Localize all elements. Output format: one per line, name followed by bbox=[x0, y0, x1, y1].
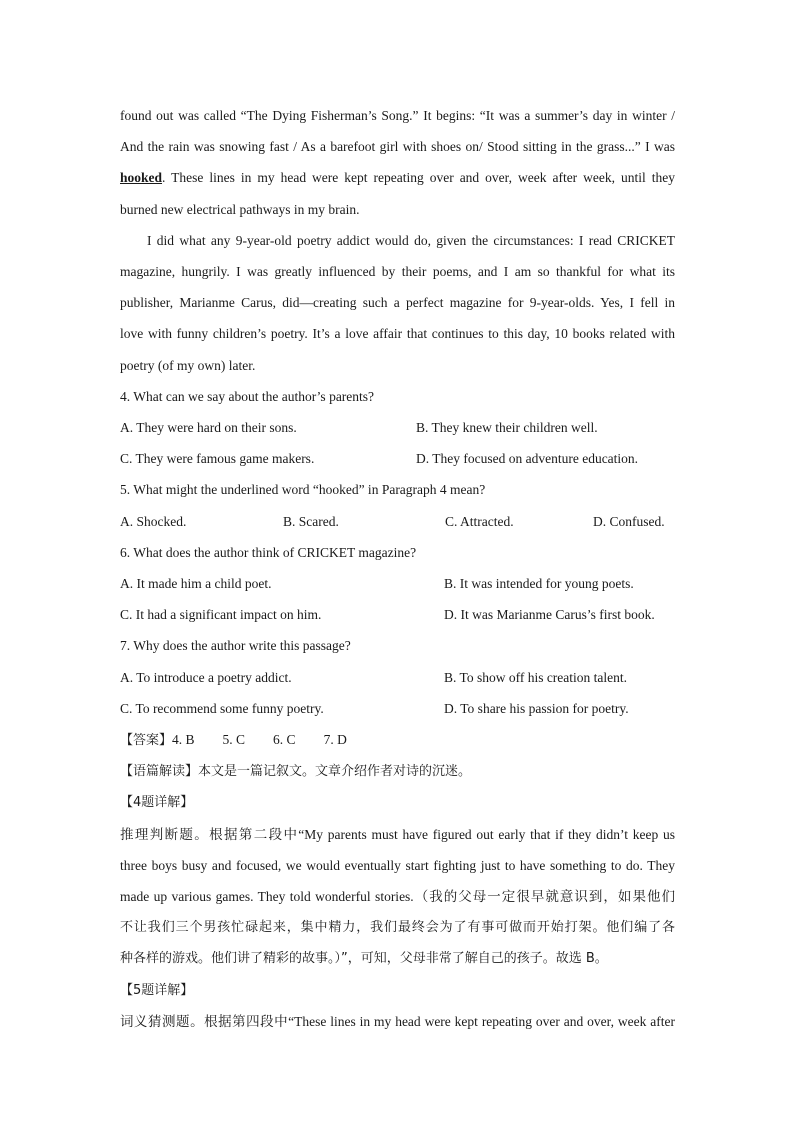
option: D. It was Marianme Carus’s first book. bbox=[444, 607, 655, 623]
option: C. To recommend some funny poetry. bbox=[120, 700, 324, 716]
passage-line: burned new electrical pathways in my brain. bbox=[120, 201, 360, 217]
option: D. To share his passion for poetry. bbox=[444, 700, 629, 716]
document-page bbox=[120, 100, 675, 1037]
option-row bbox=[120, 662, 675, 693]
analysis-line: 种各样的游戏。他们讲了精彩的故事。）”，可知，父母非常了解自己的孩子。故选 B。 bbox=[120, 951, 608, 967]
option: B. It was intended for young poets. bbox=[444, 576, 634, 592]
option-row bbox=[120, 506, 675, 537]
passage-line: love with funny children’s poetry. It’s a love affair that continues to this day, 10 books related with bbox=[120, 326, 675, 342]
answer-label: 【答案】 bbox=[120, 733, 173, 749]
analysis-heading: 【4题详解】 bbox=[120, 795, 194, 811]
analysis-line: 不让我们三个男孩忙碌起来，集中精力，我们最终会为了有事可做而开始打架。他们编了各 bbox=[120, 920, 675, 936]
question-stem: 7. Why does the author write this passage? bbox=[120, 638, 351, 654]
analysis-heading: 【5题详解】 bbox=[120, 982, 194, 998]
option: B. To show off his creation talent. bbox=[444, 669, 628, 685]
analysis-line: three boys busy and focused, we would eventually start fighting just to have something to do. They bbox=[120, 857, 675, 873]
option-row bbox=[120, 412, 675, 443]
option-row bbox=[120, 443, 675, 474]
option: D. Confused. bbox=[593, 513, 665, 529]
answer-key bbox=[120, 724, 675, 756]
question-stem: 6. What does the author think of CRICKET magazine? bbox=[120, 544, 417, 560]
passage-text: . These lines in my head were kept repeating over and over, week after week, until they bbox=[162, 170, 675, 186]
option-row bbox=[120, 568, 675, 599]
option: C. It had a significant impact on him. bbox=[120, 607, 322, 623]
passage-line: I did what any 9-year-old poetry addict would do, given the circumstances: I read CRICKET bbox=[147, 232, 675, 248]
option: C. Attracted. bbox=[445, 513, 514, 529]
question-stem: 4. What can we say about the author’s parents? bbox=[120, 388, 375, 404]
answer-item: 6. C bbox=[273, 732, 296, 748]
analysis-line: 词义猜测题。根据第四段中“These lines in my head were kept repeating over and over, week after bbox=[120, 1013, 675, 1029]
analysis-line: 推理判断题。根据第二段中“My parents must have figured out early that if they didn’t keep us bbox=[120, 826, 675, 842]
option: B. Scared. bbox=[283, 513, 339, 529]
passage-line: publisher, Marianme Carus, did—creating such a perfect magazine for 9-year-olds. Yes, I fell in bbox=[120, 295, 675, 311]
passage-line: poetry (of my own) later. bbox=[120, 357, 256, 373]
option: C. They were famous game makers. bbox=[120, 451, 315, 467]
analysis-line: made up various games. They told wonderful stories.（我的父母一定很早就意识到，如果他们 bbox=[120, 889, 675, 905]
option: A. Shocked. bbox=[120, 513, 187, 529]
passage-line bbox=[120, 162, 675, 193]
option: B. They knew their children well. bbox=[416, 420, 598, 436]
question-stem: 5. What might the underlined word “hooked” in Paragraph 4 mean? bbox=[120, 482, 486, 498]
option-row bbox=[120, 599, 675, 630]
option-row bbox=[120, 693, 675, 724]
passage-line: found out was called “The Dying Fisherman’s Song.” It begins: “It was a summer’s day in winter / bbox=[120, 108, 675, 123]
underlined-word: hooked bbox=[120, 170, 163, 186]
passage-line: magazine, hungrily. I was greatly influenced by their poems, and I am so thankful for what its bbox=[120, 264, 675, 280]
option: A. It made him a child poet. bbox=[120, 576, 272, 592]
answer-item: 7. D bbox=[323, 732, 347, 748]
option: D. They focused on adventure education. bbox=[416, 451, 639, 467]
option: A. They were hard on their sons. bbox=[120, 420, 297, 436]
analysis-summary: 【语篇解读】本文是一篇记叙文。文章介绍作者对诗的沉迷。 bbox=[120, 764, 472, 780]
passage-line: And the rain was snowing fast / As a barefoot girl with shoes on/ Stood sitting in the grass...” I was bbox=[120, 139, 675, 155]
answer-item: 4. B bbox=[172, 732, 195, 748]
answer-item: 5. C bbox=[222, 732, 246, 748]
option: A. To introduce a poetry addict. bbox=[120, 669, 292, 685]
